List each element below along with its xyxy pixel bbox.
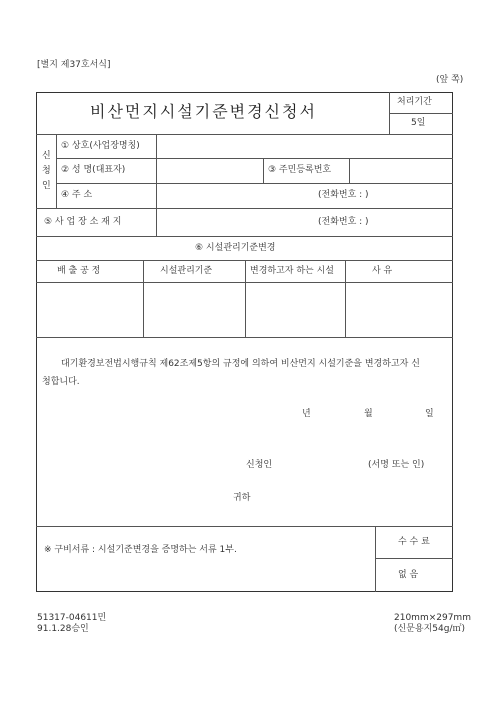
column-header-reason: 사 유 [372,266,393,276]
fee-value: 없 음 [398,570,419,580]
col-divider-1 [143,260,144,337]
row-divider-3 [36,208,453,209]
representative-name-label: ② 성 명(대표자) [61,165,126,175]
processing-period-label: 처리기간 [397,97,432,107]
processing-left-border [389,92,390,134]
processing-period-value: 5일 [411,118,426,128]
approval-date: 91.1.28승인 [37,624,89,634]
form-title: 비산먼지시설기준변경신청서 [90,102,317,121]
fee-divider [375,558,453,559]
name-divider [263,158,264,183]
reg-number-divider [349,158,350,183]
applicant-sign-label: 신청인 [246,460,273,470]
reg-number-label: ③ 주민등록번호 [268,165,332,175]
site-location-label: ⑤ 사 업 장 소 재 지 [44,217,122,227]
statement-line-1: 대기환경보전법시행규칙 제62조제5항의 규정에 의하여 비산먼지 시설기준을 변경하고자 신 [61,359,420,369]
date-year: 년 [302,409,311,419]
row-divider-4 [36,236,453,237]
form-code: 51317-04611민 [37,613,107,623]
row-divider-8 [36,526,453,527]
statement-line-2: 청합니다. [42,377,80,387]
column-header-management-standard: 시설관리기준 [160,266,213,276]
paper-size: 210mm×297mm [394,613,471,623]
label-column-border [156,134,157,236]
applicant-label-char-2: 청 [42,166,51,176]
title-row-bottom [36,134,453,135]
addressee-label: 귀하 [233,493,251,503]
col-divider-2 [245,260,246,337]
address-label: ④ 주 소 [61,190,93,200]
facility-standard-change-title: ⑥ 시설관리기준변경 [195,243,276,253]
processing-divider [389,113,453,114]
date-day: 일 [425,409,434,419]
date-month: 월 [364,409,373,419]
address-phone-label: (전화번호 : ) [318,190,369,200]
required-documents-note: ※ 구비서류 : 시설기준변경을 증명하는 서류 1부. [44,545,237,555]
fee-column-border [375,526,376,592]
row-divider-7 [36,337,453,338]
fee-label: 수 수 료 [398,537,430,547]
row-divider-1 [56,158,453,159]
col-divider-3 [345,260,346,337]
applicant-column-border [56,134,57,208]
front-side-label: (앞 쪽) [436,75,464,85]
column-header-emission-process: 배 출 공 정 [57,266,101,276]
applicant-label-char-3: 인 [42,181,51,191]
company-name-label: ① 상호(사업장명칭) [61,141,140,151]
applicant-label-char-1: 신 [42,151,51,161]
site-phone-label: (전화번호 : ) [318,217,369,227]
signature-or-seal-label: (서명 또는 인) [368,460,425,470]
paper-type: (신문용지54g/㎡) [394,624,465,634]
form-number: [별지 제37호서식] [37,60,111,70]
column-header-facility-to-change: 변경하고자 하는 시설 [250,266,334,276]
row-divider-2 [56,183,453,184]
